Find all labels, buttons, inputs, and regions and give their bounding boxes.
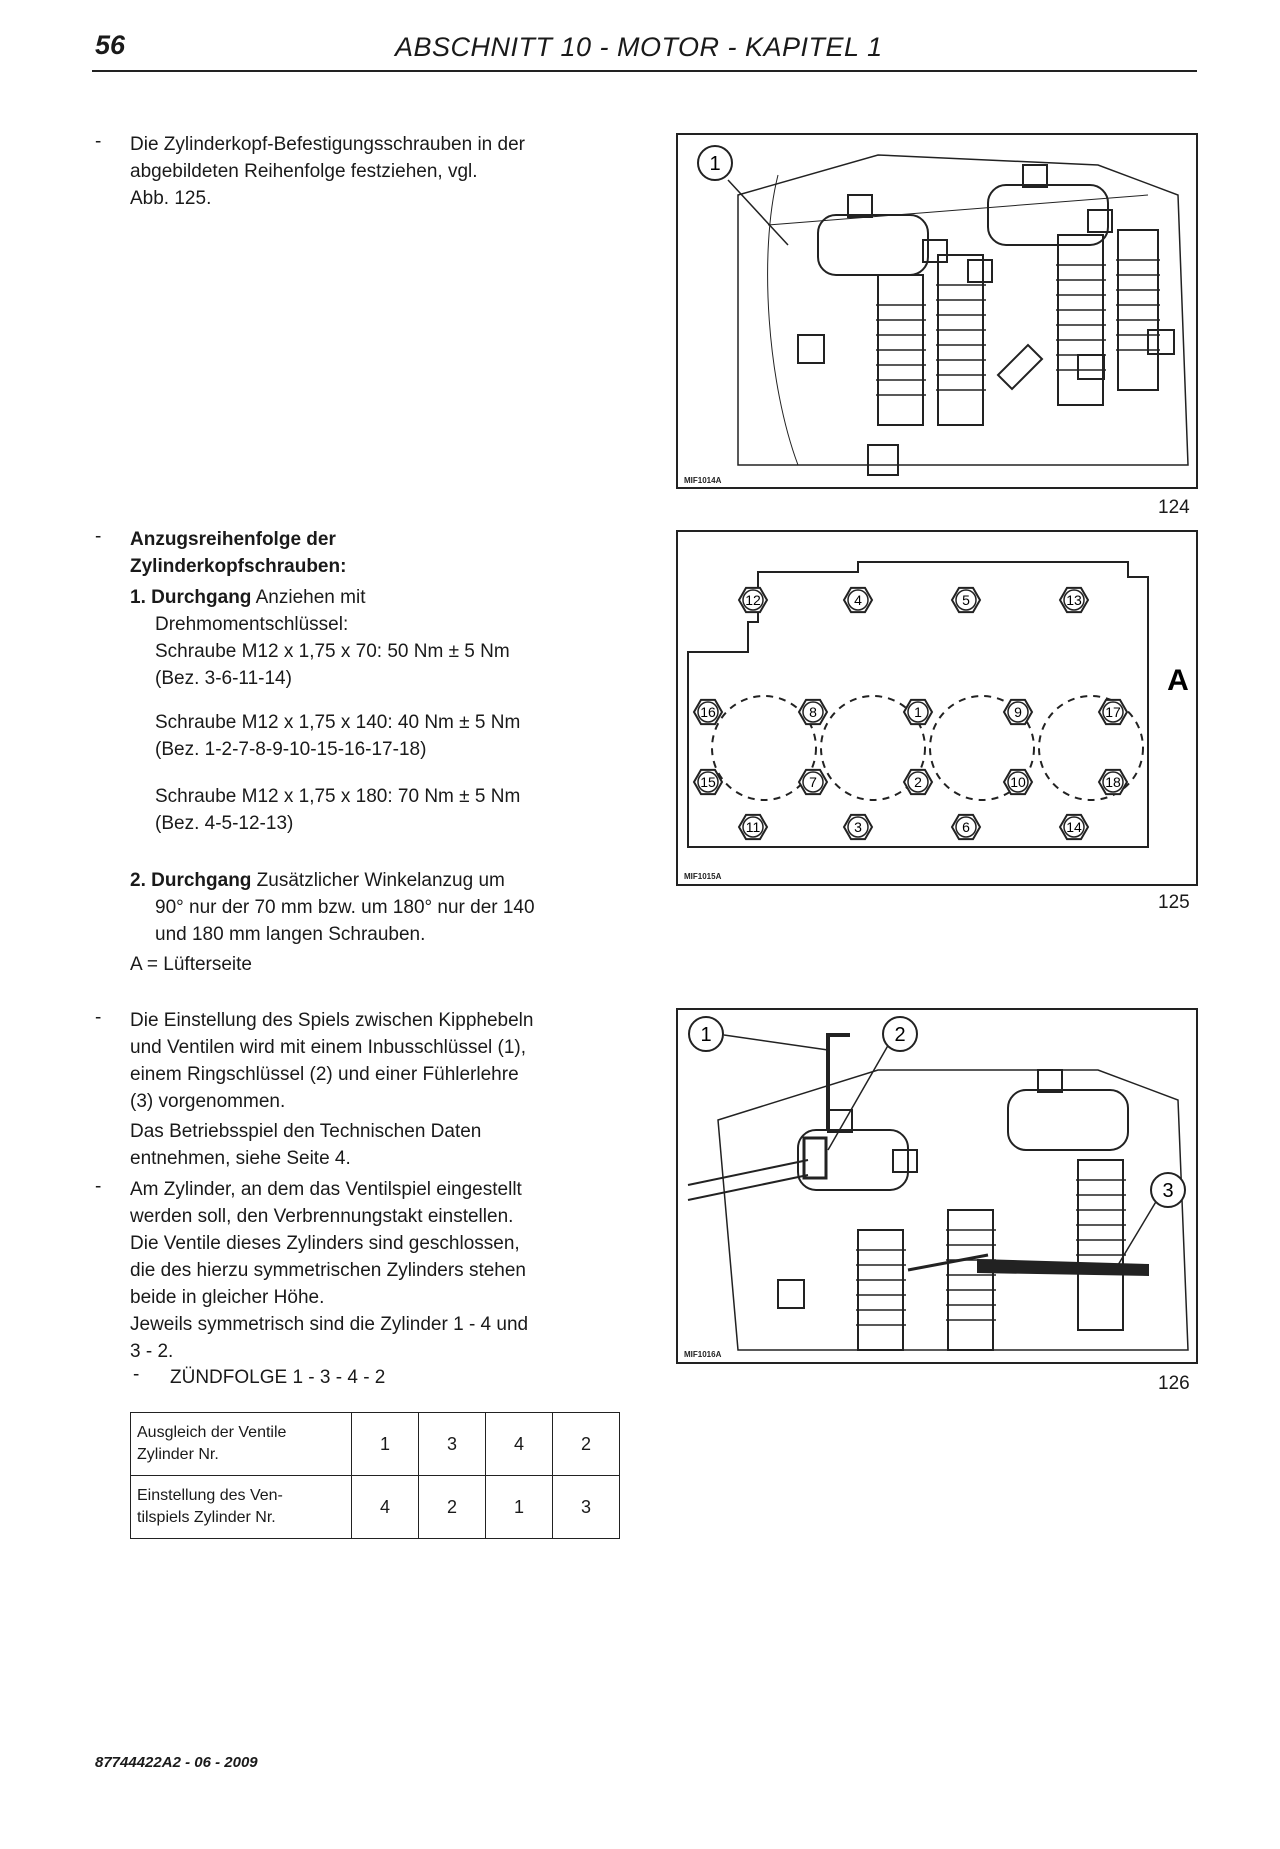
bullet-dash: - (95, 131, 102, 152)
header-rule (92, 70, 1197, 72)
bolt-marker (1060, 815, 1088, 839)
bolt-marker (694, 700, 722, 724)
bolt-ref: (Bez. 4-5-12-13) (155, 813, 294, 834)
bolt-marker (1004, 700, 1032, 724)
bolt-marker (1099, 700, 1127, 724)
text-line: werden soll, den Verbrennungstakt einstellen. (130, 1206, 514, 1227)
table-cell: 3 (553, 1476, 620, 1539)
pass1-block (130, 584, 610, 692)
page-number: 56 (95, 30, 126, 60)
cylinder-head-bolt-diagram (678, 532, 1196, 884)
bolt-number: 3 (854, 819, 862, 835)
callout-label: 1 (700, 1024, 712, 1046)
bolt-marker (739, 815, 767, 839)
engine-valve-illustration (678, 135, 1196, 487)
pass2-block (130, 867, 610, 948)
section-heading: Anzugsreihenfolge der (130, 529, 336, 550)
pass1-label: 1. Durchgang (130, 587, 252, 608)
bolt-spec: Schraube M12 x 1,75 x 180: 70 Nm ± 5 Nm (155, 786, 521, 807)
table-row (131, 1476, 620, 1539)
bolt-number: 15 (700, 774, 716, 790)
bolt-marker (844, 815, 872, 839)
bolt-number: 1 (914, 704, 922, 720)
figure-code: MIF1014A (684, 476, 722, 485)
text-line: 90° nur der 70 mm bzw. um 180° nur der 140 (155, 897, 535, 918)
bolt-marker (904, 700, 932, 724)
bolt-marker (799, 770, 827, 794)
text-line: beide in gleicher Höhe. (130, 1287, 325, 1308)
valve-clearance-tools (130, 1007, 610, 1115)
table-cell: 1 (352, 1413, 419, 1476)
text-line: Am Zylinder, an dem das Ventilspiel eingestellt (130, 1179, 522, 1200)
bolt-number: 16 (700, 704, 716, 720)
callout-label: 3 (1162, 1180, 1174, 1202)
bolt-marker (1099, 770, 1127, 794)
figure-number: 125 (1158, 892, 1190, 913)
document-reference: 87744422A2 - 06 - 2009 (95, 1754, 258, 1771)
instruction-tighten-bolts (130, 131, 610, 212)
clearance-reference (130, 1118, 610, 1172)
fan-side-label: A (1167, 664, 1189, 697)
bolt-number: 10 (1010, 774, 1026, 790)
table-cell: 2 (553, 1413, 620, 1476)
figure-126-box (676, 1008, 1198, 1364)
text-line: Das Betriebsspiel den Technischen Daten (130, 1121, 482, 1142)
bolt-number: 8 (809, 704, 817, 720)
sub-bullet-dash: - (133, 1364, 140, 1385)
bolt-number: 7 (809, 774, 817, 790)
valve-clearance-illustration (678, 1010, 1196, 1362)
bullet-dash: - (95, 526, 102, 547)
callout-label: 2 (894, 1024, 906, 1046)
tightening-sequence-block (130, 526, 610, 580)
bolt-number: 5 (962, 592, 970, 608)
bolt-spec: Schraube M12 x 1,75 x 140: 40 Nm ± 5 Nm (155, 712, 521, 733)
section-heading: Zylinderkopfschrauben: (130, 556, 347, 577)
bolt-marker (1004, 770, 1032, 794)
table-cell: 1 (486, 1476, 553, 1539)
bolt-number: 11 (745, 819, 761, 835)
bolt-number: 17 (1105, 704, 1121, 720)
text-line: Die Einstellung des Spiels zwischen Kipphebeln (130, 1010, 534, 1031)
bolt-marker (1060, 588, 1088, 612)
callout-leader (724, 1035, 828, 1050)
figure-code: MIF1016A (684, 1350, 722, 1359)
bolt-number: 14 (1066, 819, 1082, 835)
bolt-number: 13 (1066, 592, 1082, 608)
table-row-label: Einstellung des Ven- tilspiels Zylinder Nr. (131, 1476, 352, 1539)
spec3-block (155, 783, 615, 837)
pass2-label: 2. Durchgang (130, 870, 252, 891)
bolt-marker (739, 588, 767, 612)
pass2-text: Zusätzlicher Winkelanzug um (251, 870, 505, 891)
bolt-marker (799, 700, 827, 724)
table-cell: 4 (486, 1413, 553, 1476)
text-line: einem Ringschlüssel (2) und einer Fühlerlehre (130, 1064, 519, 1085)
text-line: und 180 mm langen Schrauben. (155, 924, 426, 945)
table-cell: 2 (419, 1476, 486, 1539)
callout-leader (828, 1042, 890, 1150)
text-line: Die Zylinderkopf-Befestigungsschrauben in der (130, 134, 525, 155)
text-line: die des hierzu symmetrischen Zylinders stehen (130, 1260, 527, 1281)
firing-order: ZÜNDFOLGE 1 - 3 - 4 - 2 (170, 1367, 386, 1388)
text-line: Abb. 125. (130, 188, 212, 209)
bolt-ref: (Bez. 1-2-7-8-9-10-15-16-17-18) (155, 739, 427, 760)
figure-number: 126 (1158, 1373, 1190, 1394)
bullet-dash: - (95, 1176, 102, 1197)
bolt-marker (952, 815, 980, 839)
figure-code: MIF1015A (684, 872, 722, 881)
bolt-number: 12 (745, 592, 761, 608)
text-line: Drehmomentschlüssel: (155, 614, 349, 635)
text-line: Jeweils symmetrisch sind die Zylinder 1 - 4 und (130, 1314, 529, 1335)
table-cell: 3 (419, 1413, 486, 1476)
text-line: Die Ventile dieses Zylinders sind geschlossen, (130, 1233, 520, 1254)
text-line: und Ventilen wird mit einem Inbusschlüssel (1), (130, 1037, 527, 1058)
text-line: entnehmen, siehe Seite 4. (130, 1148, 351, 1169)
text-line: 3 - 2. (130, 1341, 174, 1362)
section-title: ABSCHNITT 10 - MOTOR - KAPITEL 1 (395, 32, 883, 62)
bolt-marker (694, 770, 722, 794)
bullet-dash: - (95, 1007, 102, 1028)
bolt-number: 9 (1014, 704, 1022, 720)
bolt-spec: Schraube M12 x 1,75 x 70: 50 Nm ± 5 Nm (155, 641, 510, 662)
combustion-stroke-instruction (130, 1176, 610, 1365)
callout-label: 1 (709, 153, 721, 175)
bolt-number: 2 (914, 774, 922, 790)
table-row (131, 1413, 620, 1476)
bolt-number: 18 (1105, 774, 1121, 790)
figure-124-box (676, 133, 1198, 489)
text-line: abgebildeten Reihenfolge festziehen, vgl. (130, 161, 478, 182)
bolt-number: 4 (854, 592, 862, 608)
figure-number: 124 (1158, 497, 1190, 518)
pass1-text: Anziehen mit (251, 587, 366, 608)
bolt-number: 6 (962, 819, 970, 835)
table-cell: 4 (352, 1476, 419, 1539)
figure-125-box (676, 530, 1198, 886)
bolt-marker (952, 588, 980, 612)
text-line: (3) vorgenommen. (130, 1091, 286, 1112)
bolt-ref: (Bez. 3-6-11-14) (155, 668, 292, 689)
cylinder-table (130, 1412, 620, 1539)
spec2-block (155, 709, 615, 763)
bolt-marker (844, 588, 872, 612)
bolt-marker (904, 770, 932, 794)
legend-fan-side: A = Lüfterseite (130, 954, 252, 975)
table-row-label: Ausgleich der Ventile Zylinder Nr. (131, 1413, 352, 1476)
